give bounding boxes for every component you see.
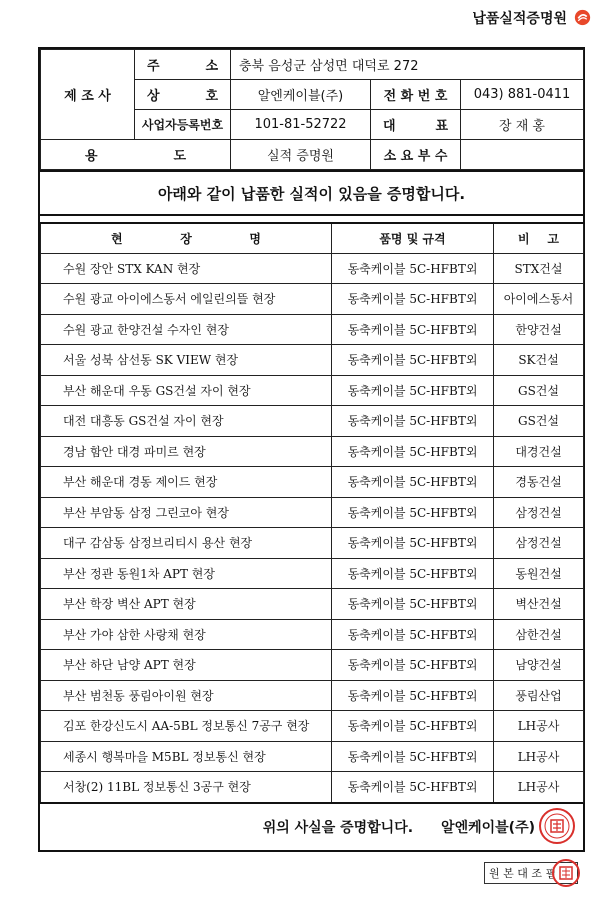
address-label: 주 소 [135,50,231,80]
product-cell: 동축케이블 5C-HFBT외 [332,589,494,620]
table-row [41,772,584,803]
column-header-product: 품명 및 규격 [332,223,494,253]
product-cell: 동축케이블 5C-HFBT외 [332,772,494,803]
remark-cell: 삼한건설 [494,619,584,650]
remark-cell: GS건설 [494,375,584,406]
company-logo-icon [574,9,591,26]
table-row [41,375,584,406]
company-info-table [40,49,584,170]
product-cell: 동축케이블 5C-HFBT외 [332,650,494,681]
table-row [41,558,584,589]
product-cell: 동축케이블 5C-HFBT외 [332,253,494,284]
original-copy-stamp: 원 본 대 조 필 [484,862,578,884]
use-value: 실적 증명원 [231,140,371,170]
site-cell: 부산 가야 삼한 사랑채 현장 [41,619,332,650]
table-row [41,741,584,772]
use-label: 용 도 [41,140,231,170]
footer-company: 알엔케이블(주) [441,820,535,836]
site-cell: 세종시 행복마을 M5BL 정보통신 현장 [41,741,332,772]
footer [40,802,583,850]
product-cell: 동축케이블 5C-HFBT외 [332,741,494,772]
site-cell: 김포 한강신도시 AA-5BL 정보통신 7공구 현장 [41,711,332,742]
site-cell: 수원 장안 STX KAN 현장 [41,253,332,284]
site-cell: 부산 부암동 삼정 그린코아 현장 [41,497,332,528]
remark-cell: GS건설 [494,406,584,437]
product-cell: 동축케이블 5C-HFBT외 [332,284,494,315]
table-row [41,284,584,315]
record-rows [41,253,584,802]
site-cell: 부산 학장 벽산 APT 현장 [41,589,332,620]
remark-cell: 벽산건설 [494,589,584,620]
site-cell: 부산 해운대 우동 GS건설 자이 현장 [41,375,332,406]
site-cell: 대전 대흥동 GS건설 자이 현장 [41,406,332,437]
table-row [41,467,584,498]
copies-label: 소 요 부 수 [371,140,461,170]
delivery-record-table [40,222,584,803]
remark-cell: LH공사 [494,711,584,742]
product-cell: 동축케이블 5C-HFBT외 [332,619,494,650]
rep-value: 장 재 홍 [461,110,584,140]
product-cell: 동축케이블 5C-HFBT외 [332,497,494,528]
table-row [41,650,584,681]
table-row [41,345,584,376]
product-cell: 동축케이블 5C-HFBT외 [332,711,494,742]
remark-cell: 풍림산업 [494,680,584,711]
company-name-value: 알엔케이블(주) [231,80,371,110]
remark-cell: STX건설 [494,253,584,284]
product-cell: 동축케이블 5C-HFBT외 [332,436,494,467]
remark-cell: 경동건설 [494,467,584,498]
product-cell: 동축케이블 5C-HFBT외 [332,558,494,589]
site-cell: 부산 범천동 풍림아이원 현장 [41,680,332,711]
footer-statement: 위의 사실을 증명합니다. [262,820,414,836]
company-seal-icon [537,806,577,846]
name-label: 상 호 [135,80,231,110]
remark-cell: LH공사 [494,741,584,772]
product-cell: 동축케이블 5C-HFBT외 [332,375,494,406]
table-header-row [41,223,584,253]
product-cell: 동축케이블 5C-HFBT외 [332,314,494,345]
doc-title: 납품실적증명원 [472,11,567,27]
remark-cell: SK건설 [494,345,584,376]
site-cell: 수원 광교 한양건설 수자인 현장 [41,314,332,345]
remark-cell: 삼정건설 [494,528,584,559]
site-cell: 부산 하단 남양 APT 현장 [41,650,332,681]
product-cell: 동축케이블 5C-HFBT외 [332,680,494,711]
table-row [41,436,584,467]
phone-label: 전 화 번 호 [371,80,461,110]
copies-value [461,140,584,170]
column-header-site: 현 장 명 [41,223,332,253]
remark-cell: 삼정건설 [494,497,584,528]
remark-cell: 대경건설 [494,436,584,467]
site-cell: 부산 해운대 경동 제이드 현장 [41,467,332,498]
remark-cell: LH공사 [494,772,584,803]
phone-value: 043) 881-0411 [461,80,584,110]
copy-seal-icon [551,858,581,888]
product-cell: 동축케이블 5C-HFBT외 [332,345,494,376]
table-row [41,589,584,620]
site-cell: 부산 정관 동원1차 APT 현장 [41,558,332,589]
table-row [41,406,584,437]
site-cell: 수원 광교 아이에스동서 에일린의뜰 현장 [41,284,332,315]
product-cell: 동축케이블 5C-HFBT외 [332,528,494,559]
table-row [41,619,584,650]
remark-cell: 남양건설 [494,650,584,681]
site-cell: 경남 함안 대경 파미르 현장 [41,436,332,467]
table-row [41,711,584,742]
remark-cell: 한양건설 [494,314,584,345]
manufacturer-label: 제 조 사 [41,50,135,140]
site-cell: 서울 성북 삼선동 SK VIEW 현장 [41,345,332,376]
site-cell: 서창(2) 11BL 정보통신 3공구 현장 [41,772,332,803]
table-row [41,680,584,711]
table-row [41,528,584,559]
biz-reg-label: 사업자등록번호 [135,110,231,140]
remark-cell: 아이에스동서 [494,284,584,315]
certificate-frame [38,47,585,852]
column-header-remark: 비 고 [494,223,584,253]
table-row [41,497,584,528]
remark-cell: 동원건설 [494,558,584,589]
table-row [41,314,584,345]
product-cell: 동축케이블 5C-HFBT외 [332,467,494,498]
table-row [41,253,584,284]
address-value: 충북 음성군 삼성면 대덕로 272 [231,50,584,80]
product-cell: 동축케이블 5C-HFBT외 [332,406,494,437]
declaration-text: 아래와 같이 납품한 실적이 있음을 증명합니다. [40,170,583,216]
site-cell: 대구 감삼동 삼정브리티시 용산 현장 [41,528,332,559]
biz-reg-value: 101-81-52722 [231,110,371,140]
rep-label: 대 표 [371,110,461,140]
